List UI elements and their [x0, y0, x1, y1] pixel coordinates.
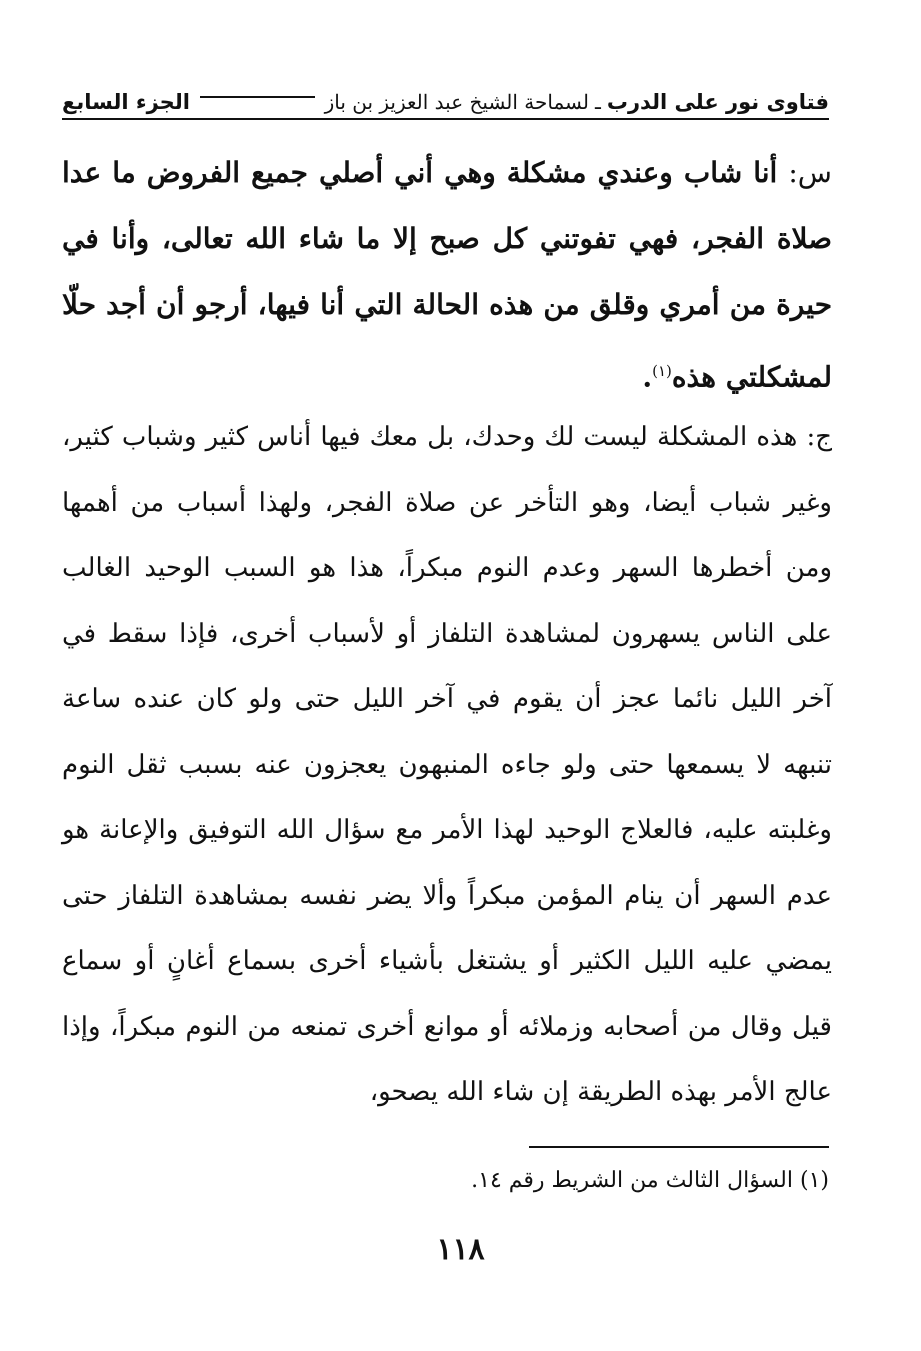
question-paragraph [62, 140, 832, 410]
footnote-marker: (١) [652, 362, 672, 380]
header-separator: ـ [594, 90, 601, 114]
header-rule [200, 96, 315, 98]
question-label: س: [788, 156, 832, 189]
question-end: . [642, 360, 653, 394]
running-header [62, 80, 829, 120]
book-title: فتاوى نور على الدرب [606, 90, 829, 114]
footnote: (١) السؤال الثالث من الشريط رقم ١٤. [471, 1168, 829, 1193]
footnote-divider [529, 1146, 829, 1148]
answer-text: هذه المشكلة ليست لك وحدك، بل معك فيها أناس كثير وشباب كثير، وغير شباب أيضا، وهو التأخر عن صلاة الفجر، ولهذا أسباب من أهمها ومن أخطرها السهر وعدم النوم مبكراً، هذا هو السبب الوحيد الغالب على الناس يسهرون لمشاهدة التلفاز أو لأسباب أخرى، فإذا سقط في آخر الليل نائما عجز أن يقوم في آخر الليل حتى ولو كان عنده ساعة تنبهه لا يسمعها حتى ولو جاءه المنبهون يعجزون عنه بسبب ثقل النوم وغلبته عليه، فالعلاج الوحيد لهذا الأمر مع سؤال الله التوفيق والإعانة هو عدم السهر أن ينام المؤمن مبكراً وألا يضر نفسه بمشاهدة التلفاز حتى يمضي عليه الليل الكثير أو يشتغل بأشياء أخرى بسماع أغانٍ أو سماع قيل وقال من أصحابه وزملائه أو موانع أخرى تمنعه من النوم مبكراً، وإذا عالج الأمر بهذه الطريقة إن شاء الله يصحو، [62, 422, 832, 1107]
volume-part: الجزء السابع [62, 90, 190, 114]
page-number: ١١٨ [436, 1232, 485, 1267]
answer-paragraph [62, 405, 832, 1126]
question-text: أنا شاب وعندي مشكلة وهي أني أصلي جميع الفروض ما عدا صلاة الفجر، فهي تفوتني كل صبح إلا ما شاء الله تعالى، وأنا في حيرة من أمري وقلق من هذه الحالة التي أنا فيها، أرجو أن أجد حلّا لمشكلتي هذه [62, 156, 832, 394]
author-credit: لسماحة الشيخ عبد العزيز بن باز [324, 90, 589, 114]
header-title-group [325, 90, 829, 114]
answer-label: ج: [806, 422, 833, 452]
